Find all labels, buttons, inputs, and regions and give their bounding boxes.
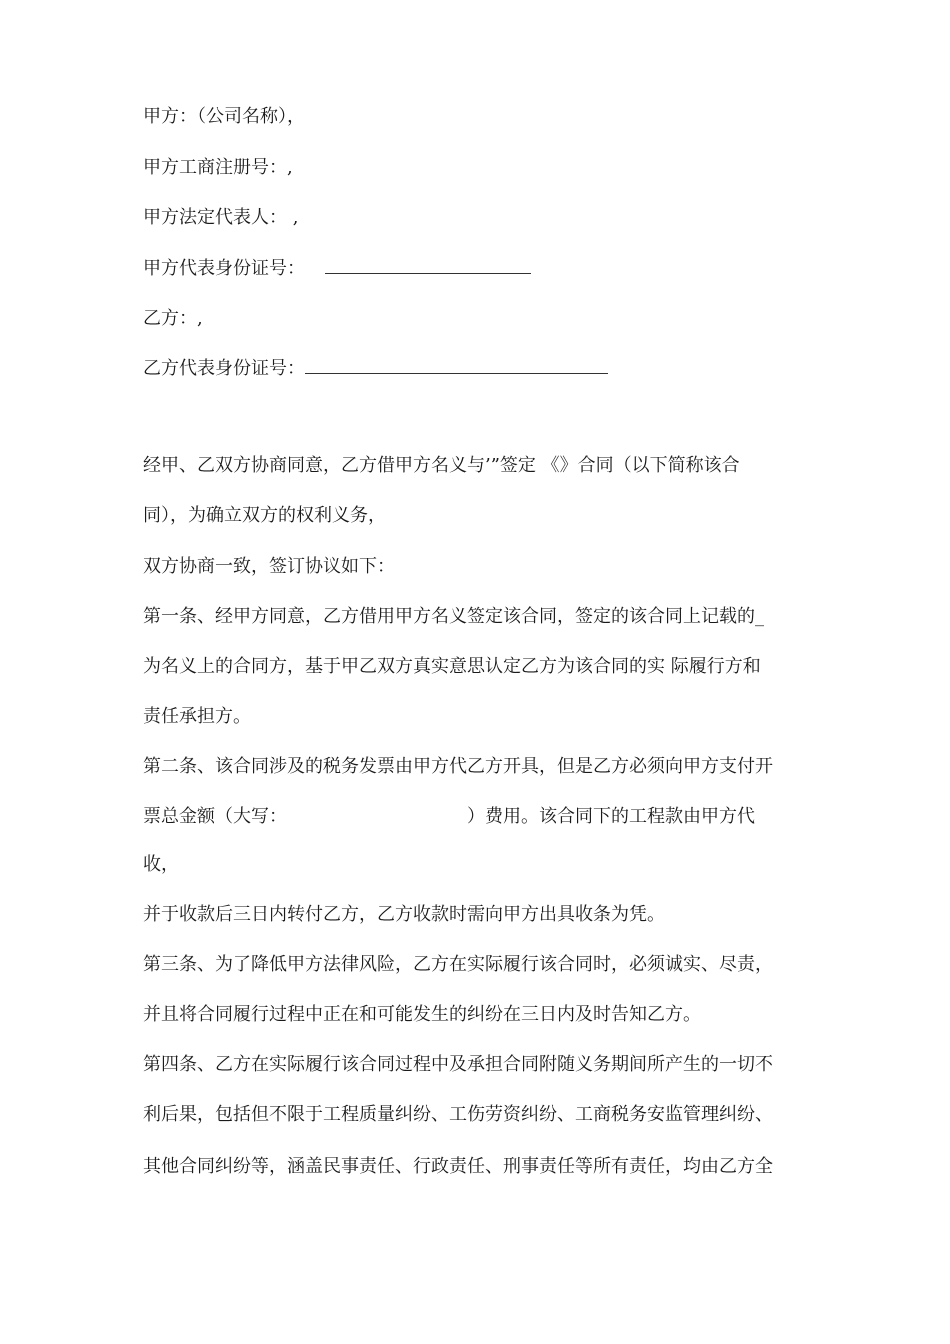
article-3-line-1: 第三条、为了降低甲方法律风险，乙方在实际履行该合同时，必须诚实、尽责，: [143, 954, 773, 975]
amount-label: 票总金额（大写：: [143, 806, 287, 827]
article-2-line-2: [143, 805, 755, 829]
intro-paragraph-line-2: 同），为确立双方的权利义务，: [143, 505, 386, 526]
party-b-id-label: 乙方代表身份证号：: [143, 358, 305, 379]
party-a-id-line: [143, 257, 531, 281]
article-1-line-1: 第一条、经甲方同意，乙方借用甲方名义签定该合同，签定的该合同上记载的_: [143, 606, 764, 627]
party-a-registration-line: 甲方工商注册号：,: [143, 157, 293, 178]
party-b-line: 乙方：,: [143, 308, 203, 329]
party-a-legal-representative-line: 甲方法定代表人： ,: [143, 207, 299, 228]
article-2-line-4: 并于收款后三日内转付乙方，乙方收款时需向甲方出具收条为凭。: [143, 904, 665, 925]
party-a-id-label: 甲方代表身份证号：: [143, 258, 305, 279]
article-1-line-3: 责任承担方。: [143, 706, 251, 727]
party-a-line: 甲方：（公司名称），: [143, 106, 305, 127]
party-b-id-blank: [305, 359, 608, 374]
party-a-id-blank: [325, 259, 531, 274]
amount-tail: ）费用。该合同下的工程款由甲方代: [467, 806, 755, 827]
article-2-line-3: 收，: [143, 854, 179, 875]
article-3-line-2: 并且将合同履行过程中正在和可能发生的纠纷在三日内及时告知乙方。: [143, 1004, 701, 1025]
article-2-line-1: 第二条、该合同涉及的税务发票由甲方代乙方开具，但是乙方必须向甲方支付开: [143, 756, 773, 777]
party-b-id-line: [143, 357, 608, 381]
article-4-line-3: 其他合同纠纷等，涵盖民事责任、行政责任、刑事责任等所有责任，均由乙方全: [143, 1156, 773, 1177]
article-1-line-2: 为名义上的合同方，基于甲乙双方真实意思认定乙方为该合同的实 际履行方和: [143, 656, 761, 677]
article-4-line-2: 利后果，包括但不限于工程质量纠纷、工伤劳资纠纷、工商税务安监管理纠纷、: [143, 1104, 773, 1125]
article-4-line-1: 第四条、乙方在实际履行该合同过程中及承担合同附随义务期间所产生的一切不: [143, 1054, 773, 1075]
intro-paragraph-line-3: 双方协商一致，签订协议如下：: [143, 556, 395, 577]
intro-paragraph-line-1: 经甲、乙双方协商同意，乙方借甲方名义与’”签定 《》合同（以下简称该合: [143, 455, 740, 476]
